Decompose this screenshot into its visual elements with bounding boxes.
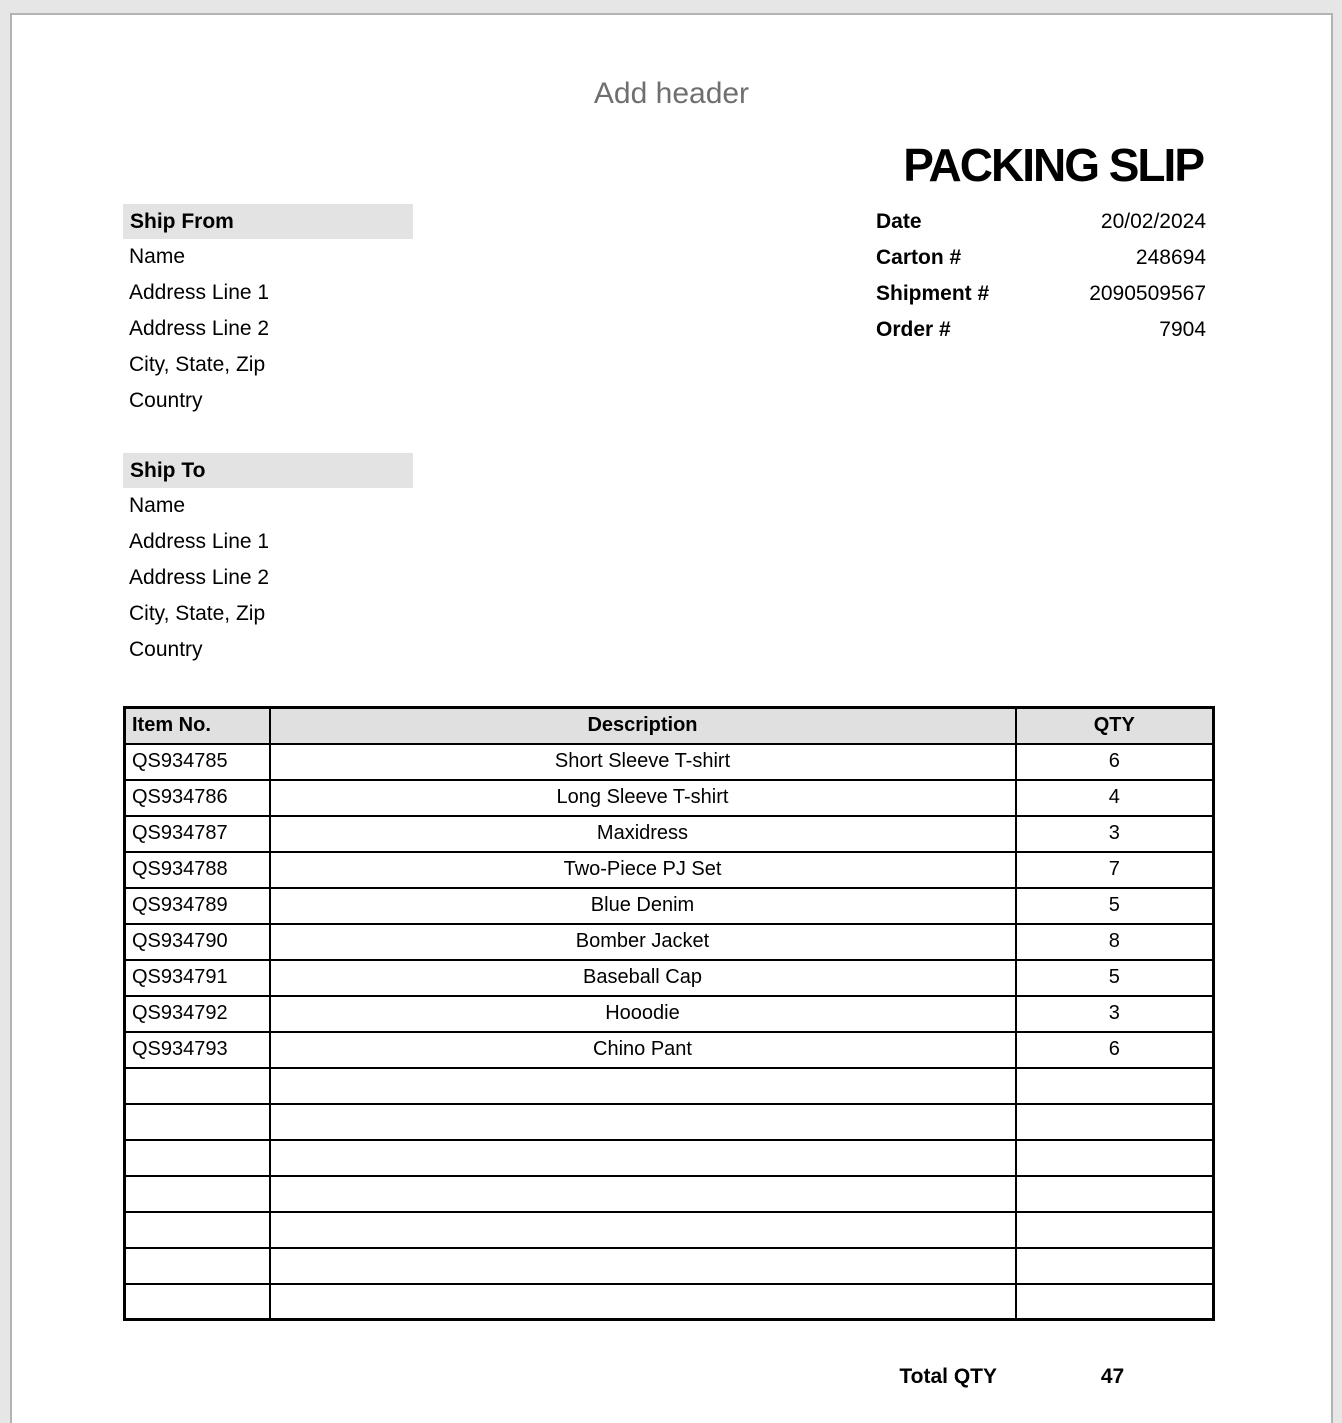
items-table: [123, 706, 1215, 1321]
table-row: [125, 1284, 1214, 1320]
table-row: [125, 924, 1214, 960]
description-cell: [270, 1212, 1016, 1248]
qty-cell: [1016, 1176, 1214, 1212]
ship-from-address-block: [129, 239, 529, 419]
ship-to-line: City, State, Zip: [129, 602, 266, 625]
meta-row: [876, 204, 1206, 240]
meta-label: Carton #: [876, 246, 962, 269]
table-row: [125, 1068, 1214, 1104]
table-row: [125, 1032, 1214, 1068]
items-table-header-row: [125, 708, 1214, 744]
description-cell: Maxidress: [270, 816, 1016, 852]
item-no-cell: QS934788: [125, 852, 270, 888]
qty-cell: [1016, 1284, 1214, 1320]
qty-cell: 7: [1016, 852, 1214, 888]
column-header-description: Description: [270, 708, 1016, 744]
meta-row: [876, 276, 1206, 312]
table-row: [125, 888, 1214, 924]
table-row: [125, 1248, 1214, 1284]
item-no-cell: QS934793: [125, 1032, 270, 1068]
meta-label: Date: [876, 210, 922, 233]
table-row: [125, 780, 1214, 816]
item-no-cell: QS934789: [125, 888, 270, 924]
qty-cell: [1016, 1248, 1214, 1284]
ship-from-line: City, State, Zip: [129, 353, 266, 376]
qty-cell: 8: [1016, 924, 1214, 960]
total-qty-value: 47: [1100, 1365, 1125, 1388]
description-cell: Baseball Cap: [270, 960, 1016, 996]
item-no-cell: QS934790: [125, 924, 270, 960]
ship-from-line: Country: [129, 389, 203, 412]
description-cell: [270, 1176, 1016, 1212]
ship-to-line: Name: [129, 494, 186, 517]
ship-to-line: Address Line 1: [129, 530, 270, 553]
ship-from-line: Name: [129, 245, 186, 268]
column-header-item-no: Item No.: [125, 708, 270, 744]
item-no-cell: QS934786: [125, 780, 270, 816]
table-row: [125, 852, 1214, 888]
document-page: [10, 13, 1333, 1423]
description-cell: [270, 1104, 1016, 1140]
qty-cell: 4: [1016, 780, 1214, 816]
table-row: [125, 1140, 1214, 1176]
qty-cell: [1016, 1104, 1214, 1140]
description-cell: [270, 1248, 1016, 1284]
description-cell: [270, 1140, 1016, 1176]
ship-from-heading: Ship From: [123, 204, 413, 239]
meta-row: [876, 312, 1206, 348]
item-no-cell: [125, 1284, 270, 1320]
column-header-qty: QTY: [1016, 708, 1214, 744]
description-cell: [270, 1068, 1016, 1104]
qty-cell: 5: [1016, 960, 1214, 996]
description-cell: Bomber Jacket: [270, 924, 1016, 960]
add-header-placeholder[interactable]: Add header: [593, 77, 750, 110]
ship-from-line: Address Line 2: [129, 317, 270, 340]
item-no-cell: [125, 1068, 270, 1104]
ship-from-line: Address Line 1: [129, 281, 270, 304]
table-row: [125, 960, 1214, 996]
ship-to-line: Country: [129, 638, 203, 661]
item-no-cell: QS934785: [125, 744, 270, 780]
item-no-cell: QS934787: [125, 816, 270, 852]
description-cell: [270, 1284, 1016, 1320]
shipment-meta-block: [876, 204, 1206, 348]
meta-value: 248694: [1135, 246, 1206, 269]
meta-value: 2090509567: [1089, 282, 1206, 305]
meta-row: [876, 240, 1206, 276]
item-no-cell: [125, 1104, 270, 1140]
qty-cell: 6: [1016, 1032, 1214, 1068]
meta-value: 7904: [1159, 318, 1206, 341]
item-no-cell: [125, 1212, 270, 1248]
qty-cell: 3: [1016, 996, 1214, 1032]
qty-cell: 5: [1016, 888, 1214, 924]
table-row: [125, 1176, 1214, 1212]
item-no-cell: QS934792: [125, 996, 270, 1032]
description-cell: Short Sleeve T-shirt: [270, 744, 1016, 780]
qty-cell: 6: [1016, 744, 1214, 780]
meta-value: 20/02/2024: [1100, 210, 1206, 233]
table-row: [125, 1104, 1214, 1140]
description-cell: Two-Piece PJ Set: [270, 852, 1016, 888]
item-no-cell: QS934791: [125, 960, 270, 996]
description-cell: Hooodie: [270, 996, 1016, 1032]
description-cell: Chino Pant: [270, 1032, 1016, 1068]
table-row: [125, 1212, 1214, 1248]
meta-label: Shipment #: [876, 282, 990, 305]
item-no-cell: [125, 1140, 270, 1176]
total-qty-label: Total QTY: [899, 1365, 997, 1388]
table-row: [125, 744, 1214, 780]
description-cell: Long Sleeve T-shirt: [270, 780, 1016, 816]
ship-to-heading: Ship To: [123, 453, 413, 488]
qty-cell: [1016, 1068, 1214, 1104]
ship-to-line: Address Line 2: [129, 566, 270, 589]
item-no-cell: [125, 1176, 270, 1212]
qty-cell: 3: [1016, 816, 1214, 852]
items-table-body: [125, 744, 1214, 1320]
description-cell: Blue Denim: [270, 888, 1016, 924]
qty-cell: [1016, 1140, 1214, 1176]
qty-cell: [1016, 1212, 1214, 1248]
table-row: [125, 996, 1214, 1032]
meta-label: Order #: [876, 318, 951, 341]
ship-to-address-block: [129, 488, 529, 668]
table-row: [125, 816, 1214, 852]
item-no-cell: [125, 1248, 270, 1284]
page-title: PACKING SLIP: [903, 139, 1203, 191]
